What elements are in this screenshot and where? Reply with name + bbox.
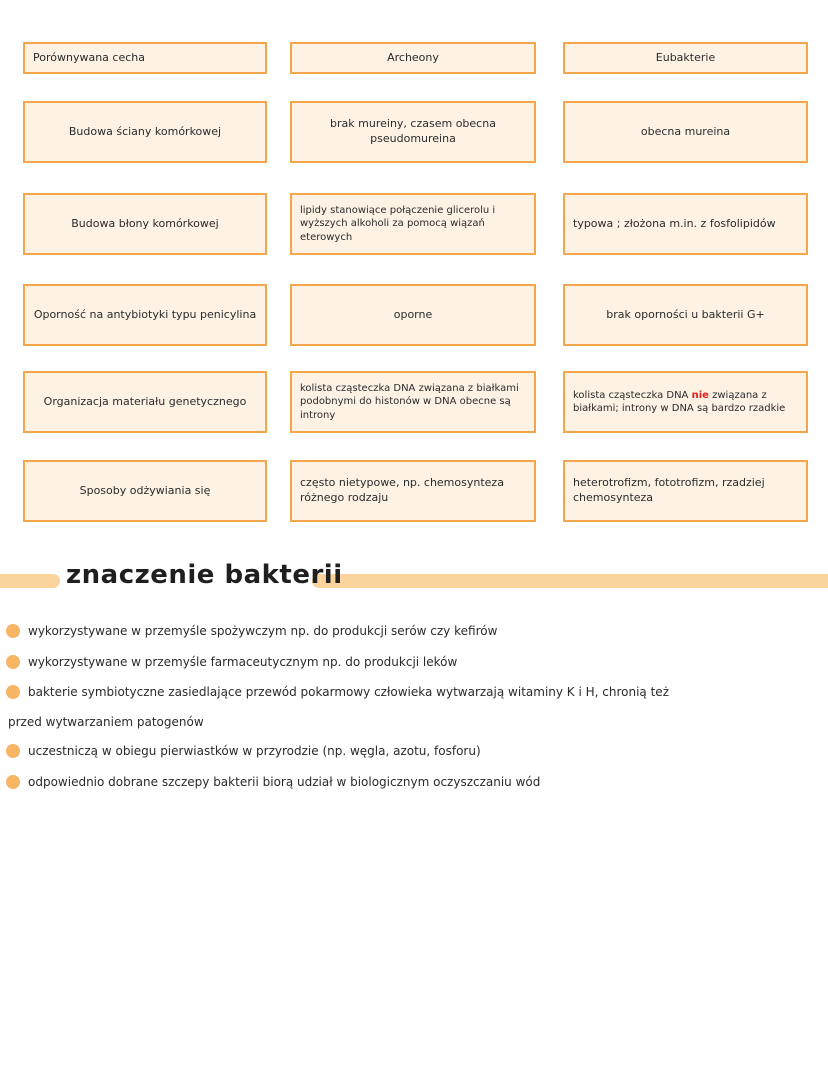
row-bacteria-cell-wall: obecna mureina (563, 101, 808, 163)
bullet-item: wykorzystywane w przemyśle spożywczym np. do produkcji serów czy kefirów (28, 624, 498, 638)
row-feature-genetic: Organizacja materiału genetycznego (23, 371, 267, 433)
bullet-item-continuation: przed wytwarzaniem patogenów (8, 715, 204, 729)
row-bacteria-genetic (563, 371, 808, 433)
bullet-dot (6, 624, 20, 638)
bullet-item: uczestniczą w obiegu pierwiastków w przyrodzie (np. węgla, azotu, fosforu) (28, 744, 481, 758)
bullet-dot (6, 685, 20, 699)
row-archaea-membrane: lipidy stanowiące połączenie glicerolu i wyższych alkoholi za pomocą wiązań eterowych (290, 193, 536, 255)
row-feature-antibiotics: Oporność na antybiotyki typu penicylina (23, 284, 267, 346)
bacteria-genetic-highlight: nie (691, 389, 709, 401)
bullet-dot (6, 744, 20, 758)
bullet-item: odpowiednio dobrane szczepy bakterii biorą udział w biologicznym oczyszczaniu wód (28, 775, 541, 789)
bullet-dot (6, 655, 20, 669)
header-archaea: Archeony (290, 42, 536, 74)
bullet-dot (6, 775, 20, 789)
row-archaea-antibiotics: oporne (290, 284, 536, 346)
row-feature-nutrition: Sposoby odżywiania się (23, 460, 267, 522)
bullet-item: bakterie symbiotyczne zasiedlające przewód pokarmowy człowieka wytwarzają witaminy K i H, chronią też (28, 685, 669, 699)
section-title: znaczenie bakterii (66, 560, 343, 590)
row-feature-membrane: Budowa błony komórkowej (23, 193, 267, 255)
row-archaea-nutrition: często nietypowe, np. chemosynteza różnego rodzaju (290, 460, 536, 522)
row-archaea-genetic: kolista cząsteczka DNA związana z białkami podobnymi do histonów w DNA obecne są introny (290, 371, 536, 433)
bacteria-genetic-post: związana z białkami; introny w DNA są bardzo rzadkie (573, 389, 786, 414)
row-bacteria-antibiotics: brak oporności u bakterii G+ (563, 284, 808, 346)
heading-band-right (312, 574, 828, 588)
row-bacteria-nutrition: heterotrofizm, fototrofizm, rzadziej chemosynteza (563, 460, 808, 522)
header-bacteria: Eubakterie (563, 42, 808, 74)
heading-band-left (0, 574, 60, 588)
bacteria-genetic-pre: kolista cząsteczka DNA (573, 389, 689, 401)
row-feature-cell-wall: Budowa ściany komórkowej (23, 101, 267, 163)
bullet-item: wykorzystywane w przemyśle farmaceutycznym np. do produkcji leków (28, 655, 458, 669)
row-archaea-cell-wall: brak mureiny, czasem obecna pseudomureina (290, 101, 536, 163)
row-bacteria-membrane: typowa ; złożona m.in. z fosfolipidów (563, 193, 808, 255)
header-feature: Porównywana cecha (23, 42, 267, 74)
